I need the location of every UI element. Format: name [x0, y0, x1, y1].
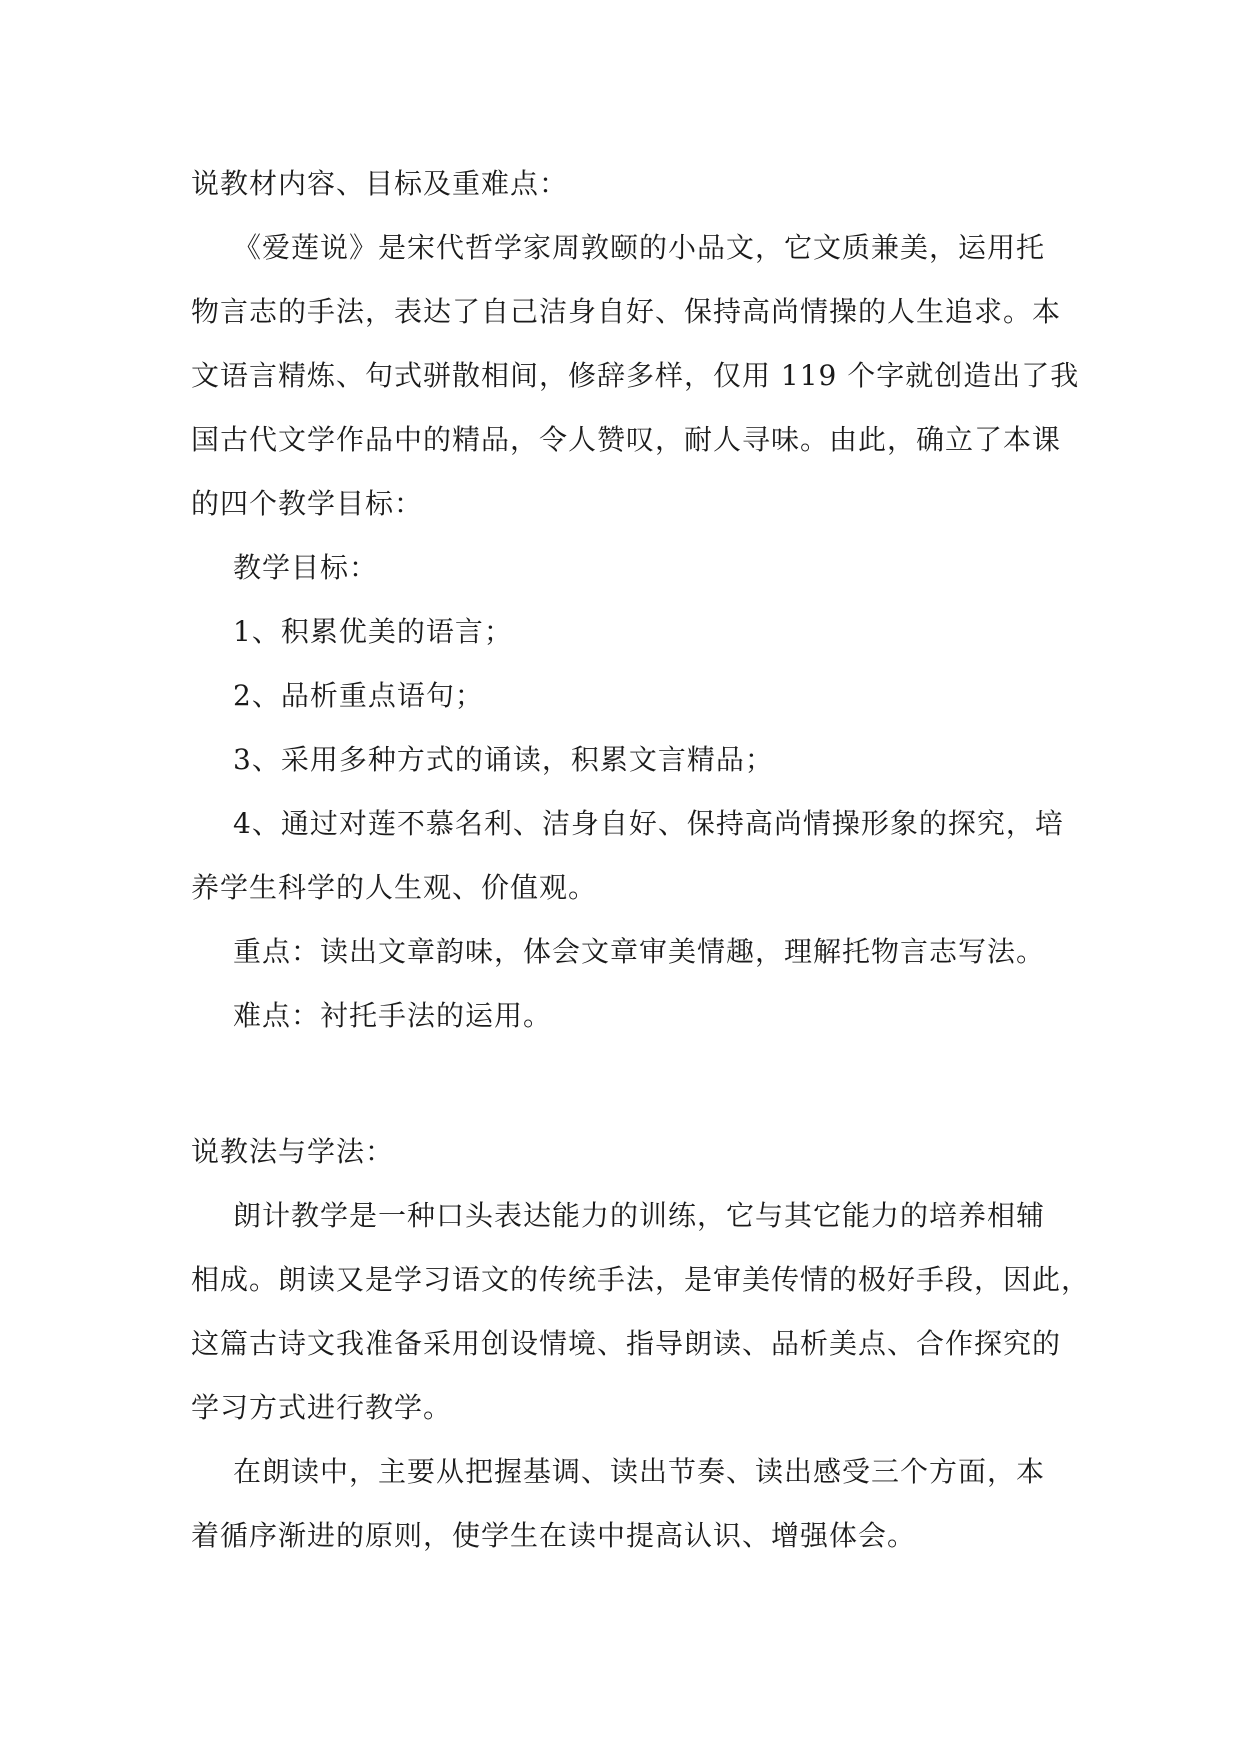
- goal-item-3: 3、采用多种方式的诵读，积累文言精品；: [233, 743, 774, 776]
- methods-para1-line-2: 相成。朗读又是学习语文的传统手法，是审美传情的极好手段，因此，: [191, 1263, 1091, 1296]
- methods-para1-line-1: 朗计教学是一种口头表达能力的训练，它与其它能力的培养相辅: [233, 1199, 1046, 1232]
- goal-item-2: 2、品析重点语句；: [233, 679, 484, 712]
- intro-line-1: 《爱莲说》是宋代哲学家周敦颐的小品文，它文质兼美，运用托: [233, 231, 1046, 264]
- key-point: 重点：读出文章韵味，体会文章审美情趣，理解托物言志写法。: [233, 935, 1046, 968]
- goal-item-4-line-2: 养学生科学的人生观、价值观。: [191, 871, 598, 904]
- methods-para2-line-1: 在朗读中，主要从把握基调、读出节奏、读出感受三个方面，本: [233, 1455, 1046, 1488]
- goal-item-1: 1、积累优美的语言；: [233, 615, 513, 648]
- goal-item-4-line-1: 4、通过对莲不慕名利、洁身自好、保持高尚情操形象的探究，培: [233, 807, 1064, 840]
- section-heading-textbook: 说教材内容、目标及重难点：: [191, 167, 569, 200]
- difficult-point: 难点：衬托手法的运用。: [233, 999, 553, 1032]
- intro-line-5: 的四个教学目标：: [191, 487, 424, 520]
- methods-para1-line-4: 学习方式进行教学。: [191, 1391, 453, 1424]
- intro-line-2: 物言志的手法，表达了自己洁身自好、保持高尚情操的人生追求。本: [191, 295, 1062, 328]
- methods-para2-line-2: 着循序渐进的原则，使学生在读中提高认识、增强体会。: [191, 1519, 917, 1552]
- section-heading-methods: 说教法与学法：: [191, 1135, 395, 1168]
- goals-title: 教学目标：: [233, 551, 379, 584]
- intro-line-3: 文语言精炼、句式骈散相间，修辞多样，仅用 119 个字就创造出了我: [191, 359, 1080, 392]
- intro-line-4: 国古代文学作品中的精品，令人赞叹，耐人寻味。由此，确立了本课: [191, 423, 1062, 456]
- methods-para1-line-3: 这篇古诗文我准备采用创设情境、指导朗读、品析美点、合作探究的: [191, 1327, 1062, 1360]
